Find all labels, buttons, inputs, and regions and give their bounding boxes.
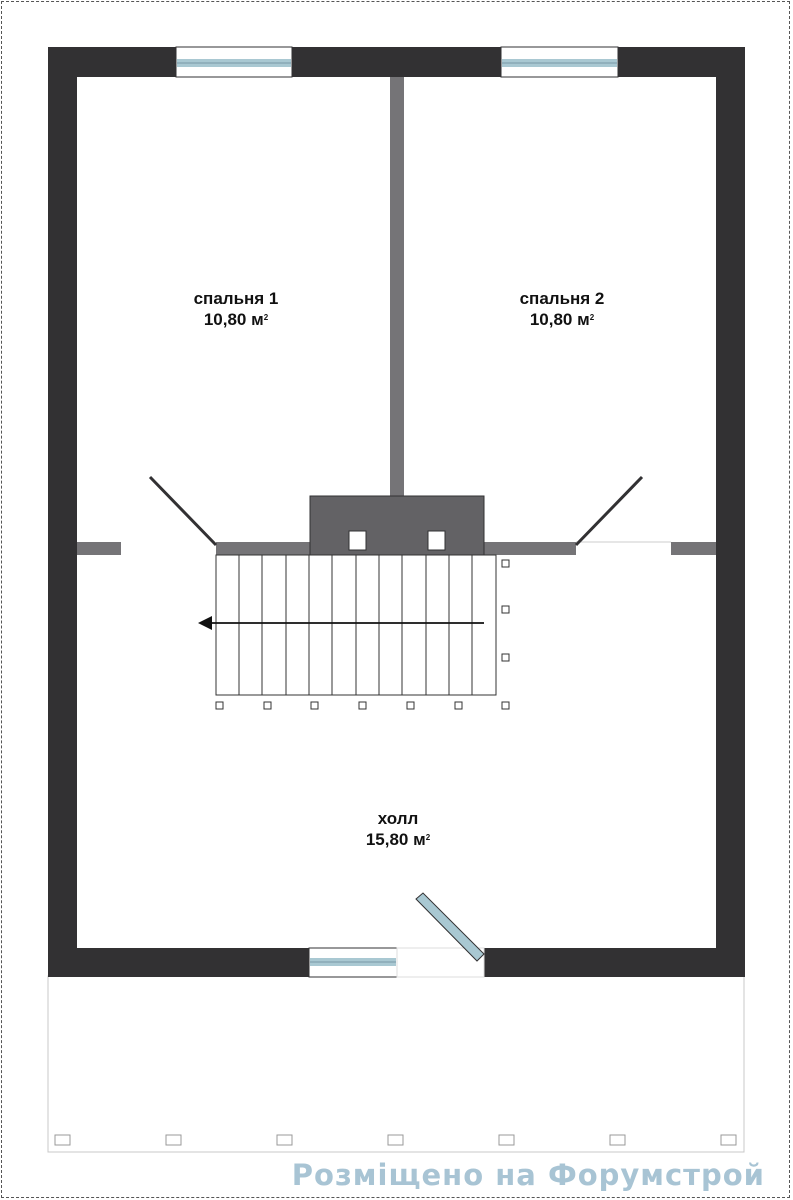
- door-bedroom-2: [576, 477, 642, 545]
- room-name: спальня 1: [193, 289, 279, 308]
- room-label-hall: [318, 808, 478, 850]
- window-top-right: [501, 47, 618, 77]
- room-area: 15,80 $м^2$: [365, 830, 431, 849]
- window-top-left: [176, 47, 292, 77]
- room-area: 10,80 $м^2$: [203, 310, 269, 329]
- balcony-door: [397, 893, 484, 977]
- door-bedroom-1: [150, 477, 216, 545]
- chimney: [310, 496, 484, 555]
- balcony-posts: [55, 1135, 736, 1145]
- room-label-bedroom-2: [482, 288, 642, 330]
- balcony-outline: [48, 976, 744, 1152]
- window-bottom: [309, 948, 397, 977]
- staircase: [216, 555, 496, 695]
- watermark: Розміщено на Форумстрой: [291, 1158, 765, 1192]
- room-name: спальня 2: [519, 289, 605, 308]
- room-label-bedroom-1: [156, 288, 316, 330]
- room-area: 10,80 $м^2$: [529, 310, 595, 329]
- room-name: холл: [377, 809, 419, 828]
